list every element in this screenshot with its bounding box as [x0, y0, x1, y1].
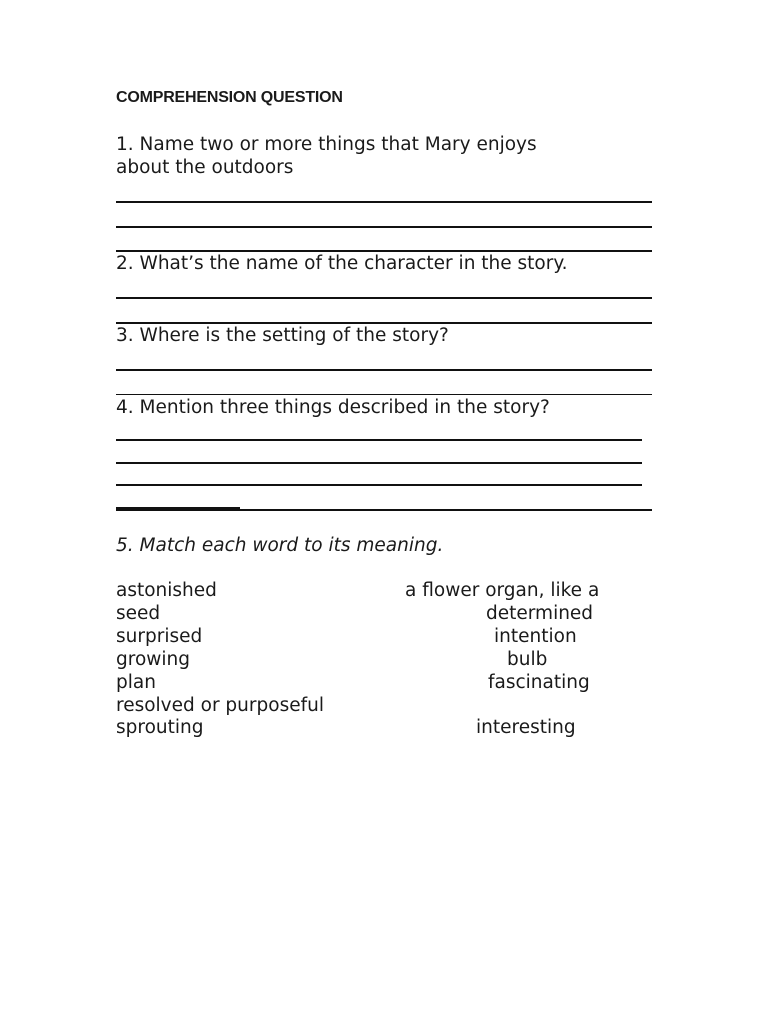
answer-line	[116, 394, 652, 395]
answer-line	[116, 462, 642, 464]
answer-line	[116, 484, 642, 486]
match-word: resolved or purposeful	[116, 695, 324, 716]
answer-line	[116, 509, 652, 511]
match-word: plan	[116, 672, 156, 693]
answer-line	[116, 369, 652, 371]
answer-line	[116, 226, 652, 228]
match-word: surprised	[116, 626, 203, 647]
question-1-line-2: about the outdoors	[116, 157, 294, 178]
match-word: astonished	[116, 580, 217, 601]
match-meaning: determined	[486, 603, 594, 624]
match-word: sprouting	[116, 717, 204, 738]
match-meaning: fascinating	[488, 672, 590, 693]
match-meaning: bulb	[507, 649, 548, 670]
match-meaning: a flower organ, like a	[405, 580, 600, 601]
question-1-line-1: 1. Name two or more things that Mary enjoys	[116, 134, 537, 155]
match-meaning: interesting	[476, 717, 576, 738]
worksheet-title: COMPREHENSION QUESTION	[116, 89, 343, 106]
question-3: 3. Where is the setting of the story?	[116, 325, 449, 346]
question-4: 4. Mention three things described in the story?	[116, 397, 550, 418]
answer-line	[116, 201, 652, 203]
answer-line	[116, 439, 642, 441]
answer-line	[116, 297, 652, 299]
question-2: 2. What’s the name of the character in the story.	[116, 253, 568, 274]
question-5: 5. Match each word to its meaning.	[116, 535, 444, 556]
match-word: growing	[116, 649, 190, 670]
match-word: seed	[116, 603, 161, 624]
match-meaning: intention	[494, 626, 577, 647]
